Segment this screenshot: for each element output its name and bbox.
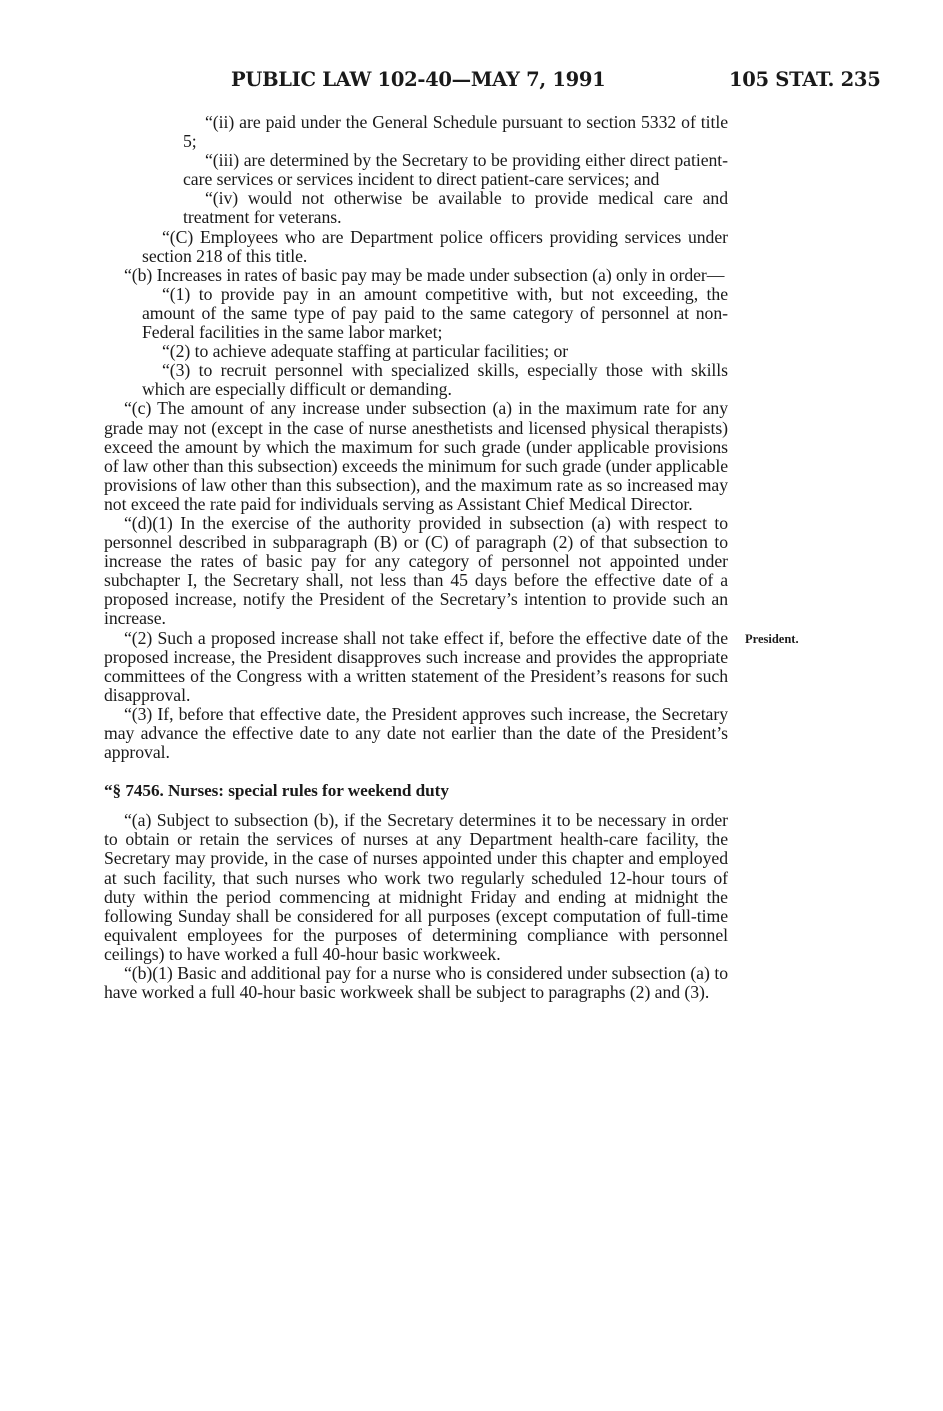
paragraph-d3: “(3) If, before that effective date, the President approves such increase, the Secretary may advance the effective date to any date not earlier than the date of the President’s approval. (104, 703, 728, 763)
paragraph-b2: “(2) to achieve adequate staffing at particular facilities; or (162, 341, 569, 362)
subsection-c: “(c) The amount of any increase under subsection (a) in the maximum rate for any grade may not (except in the case of nurse anesthetists and licensed physical therapists) exceed the amount by which the maximum for such grade (under applicable provisions of law other than this subsection) exceeds the minimum for such grade (under applicable provisions of law other than this subsection), and the maximum rate as so increased may not exceed the rate paid for individuals serving as Assistant Chief Medical Director. (104, 398, 728, 514)
subparagraph-c: “(C) Employees who are Department police officers providing services under section 218 of this title. (142, 226, 728, 266)
paragraph-d2: “(2) Such a proposed increase shall not take effect if, before the effective date of the proposed increase, the President disapproves such increase and provides the appropriate committees of the Congress with a written statement of the President’s reasons for such disapproval. (104, 627, 728, 705)
subsection-b: “(b) Increases in rates of basic pay may be made under subsection (a) only in order— (124, 264, 725, 285)
section-heading-7456: “§ 7456. Nurses: special rules for weekend duty (104, 781, 449, 801)
header-title: PUBLIC LAW 102-40—MAY 7, 1991 (231, 68, 606, 91)
margin-note: President. (745, 632, 799, 646)
subsection-d1: “(d)(1) In the exercise of the authority provided in subsection (a) with respect to personnel described in subparagraph (B) or (C) of paragraph (2) of that subsection to increase the rates of basic pay for any category of personnel not appointed under subchapter I, the Secretary shall, not less than 45 days before the effective date of a proposed increase, notify the President of the Secretary’s intention to provide such an increase. (104, 512, 728, 629)
clause-iii: “(iii) are determined by the Secretary to be providing either direct patient-care services or services incident to direct patient-care services; and (183, 150, 728, 190)
clause-ii: “(ii) are paid under the General Schedule pursuant to section 5332 of title 5; (183, 112, 728, 152)
document-body (104, 113, 728, 1002)
paragraph-b3: “(3) to recruit personnel with specialized skills, especially those with skills which are especially difficult or demanding. (142, 360, 728, 400)
section-7456-subsection-a: “(a) Subject to subsection (b), if the Secretary determines it to be necessary in order to obtain or retain the services of nurses at any Department health-care facility, the Secretary may provide, in the case of nurses appointed under this chapter and employed at such facility, that such nurses who work two regularly scheduled 12-hour tours of duty within the period commencing at midnight Friday and ending at midnight the following Sunday shall be considered for all purposes (except computation of full-time equivalent employees for the purposes of determining compliance with personnel ceilings) to have worked a full 40-hour basic workweek. (104, 810, 728, 964)
section-7456-subsection-b1: “(b)(1) Basic and additional pay for a nurse who is considered under subsection (a) to have worked a full 40-hour basic workweek shall be subject to paragraphs (2) and (3). (104, 963, 728, 1003)
paragraph-b1: “(1) to provide pay in an amount competitive with, but not exceeding, the amount of the same type of pay paid to the same category of personnel at non-Federal facilities in the same labor market; (142, 283, 728, 343)
page-header (0, 64, 943, 94)
header-stat-citation: 105 STAT. 235 (729, 68, 881, 91)
clause-iv: “(iv) would not otherwise be available to provide medical care and treatment for veterans. (183, 188, 728, 228)
